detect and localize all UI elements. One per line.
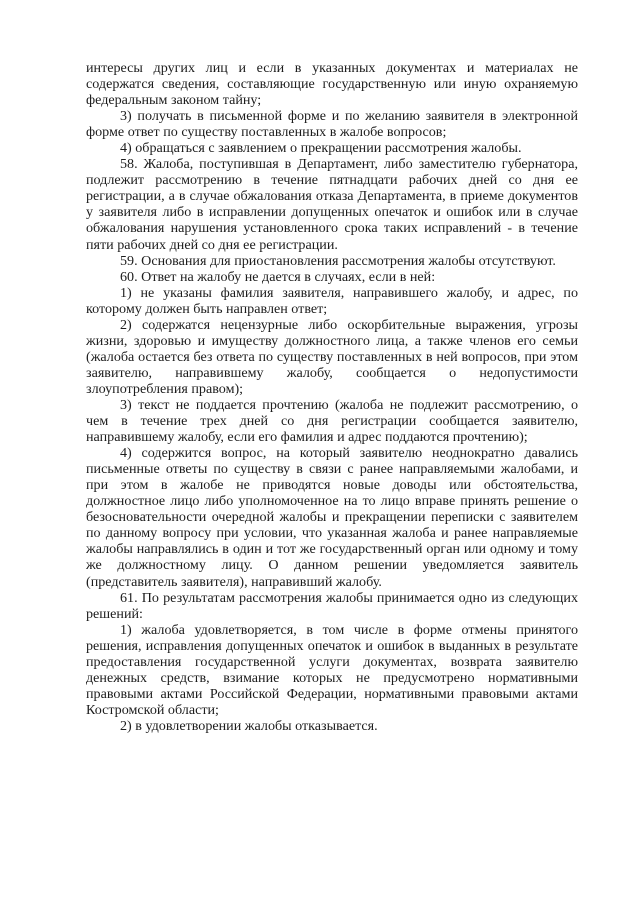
paragraph-60-item-1: 1) не указаны фамилия заявителя, направившего жалобу, и адрес, по которому должен быть направлен ответ; <box>86 284 578 317</box>
paragraph-60-item-3: 3) текст не поддается прочтению (жалоба не подлежит рассмотрению, о чем в течение трех дней со дня регистрации сообщается заявителю, направившему жалобу, если его фамилия и адрес поддаются прочтению); <box>86 396 578 446</box>
document-page <box>86 60 578 734</box>
paragraph-61-item-1: 1) жалоба удовлетворяется, в том числе в форме отмены принятого решения, исправления допущенных опечаток и ошибок в выданных в результате предоставления государственной услуги документах, возврата заявителю денежных средств, взимание которых не предусмотрено нормативными правовыми актами Российской Федерации, нормативными правовыми актами Костромской области; <box>86 621 578 718</box>
paragraph-61-item-2: 2) в удовлетворении жалобы отказывается. <box>120 717 378 734</box>
paragraph-continuation: интересы других лиц и если в указанных документах и материалах не содержатся сведения, составляющие государственную или иную охраняемую федеральным законом тайну; <box>86 60 578 109</box>
paragraph-61: 61. По результатам рассмотрения жалобы принимается одно из следующих решений: <box>86 589 578 622</box>
paragraph-60-item-2: 2) содержатся нецензурные либо оскорбительные выражения, угрозы жизни, здоровью и имуществу должностного лица, а также членов его семьи (жалоба остается без ответа по существу поставленных в ней вопросов, при этом заявителю, направившему жалобу, сообщается о недопустимости злоупотребления правом); <box>86 316 578 397</box>
paragraph-60: 60. Ответ на жалобу не дается в случаях, если в ней: <box>120 268 436 285</box>
paragraph-item-4-withdraw: 4) обращаться с заявлением о прекращении рассмотрения жалобы. <box>120 140 522 157</box>
paragraph-item-3-receive-answer: 3) получать в письменной форме и по желанию заявителя в электронной форме ответ по существу поставленных в жалобе вопросов; <box>86 108 578 141</box>
paragraph-60-item-4: 4) содержится вопрос, на который заявителю неоднократно давались письменные ответы по существу в связи с ранее направляемыми жалобами, и при этом в жалобе не приводятся новые доводы или обстоятельства, должностное лицо либо уполномоченное на то лицо вправе принять решение о безосновательности очередной жалобы и прекращении переписки с заявителем по данному вопросу при условии, что указанная жалоба и ранее направляемые жалобы направлялись в один и тот же государственный орган или одному и тому же должностному лицу. О данном решении уведомляется заявитель (представитель заявителя), направивший жалобу. <box>86 445 578 590</box>
paragraph-59: 59. Основания для приостановления рассмотрения жалобы отсутствуют. <box>120 252 556 269</box>
paragraph-58: 58. Жалоба, поступившая в Департамент, либо заместителю губернатора, подлежит рассмотрению в течение пятнадцати рабочих дней со дня ее регистрации, а в случае обжалования отказа Департамента, в приеме документов у заявителя либо в исправлении допущенных опечаток и ошибок или в случае обжалования нарушения установленного срока таких исправлений - в течение пяти рабочих дней со дня ее регистрации. <box>86 156 578 253</box>
